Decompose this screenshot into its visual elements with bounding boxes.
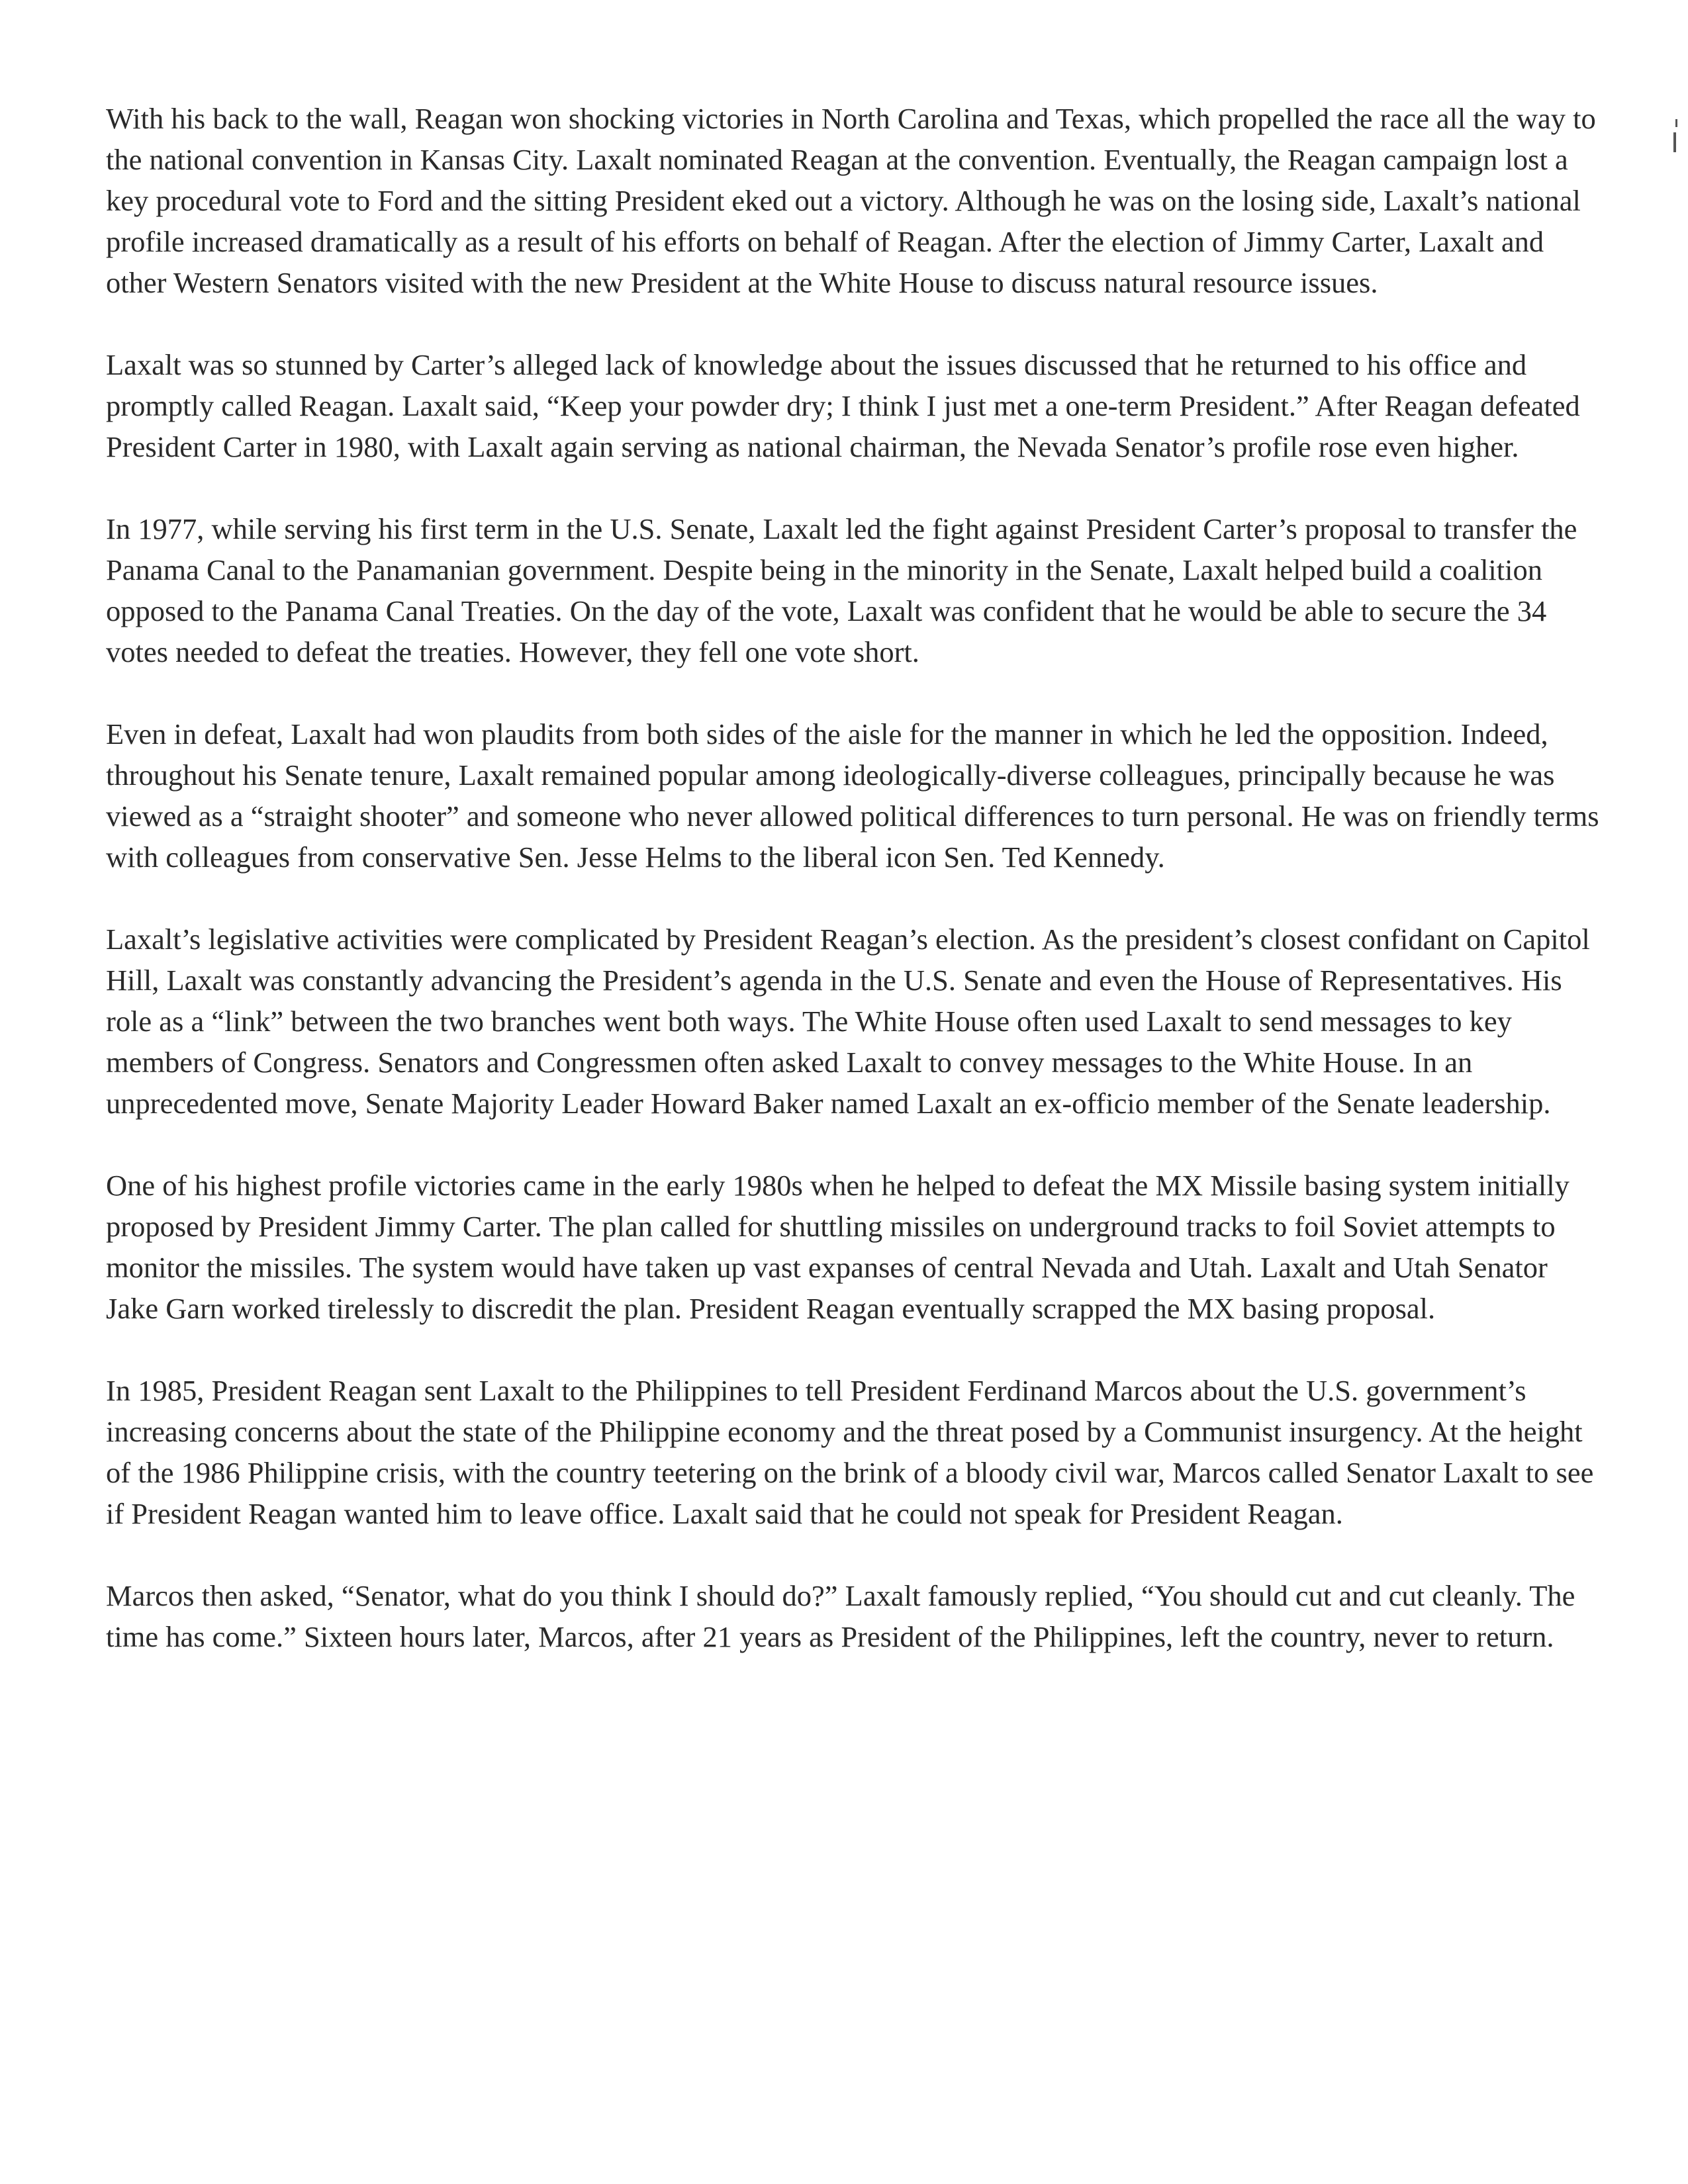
scan-margin-mark: [1673, 132, 1676, 152]
paragraph-4: Even in defeat, Laxalt had won plaudits from both sides of the aisle for the manner in which he led the opposition. Indeed, throughout his Senate tenure, Laxalt remained popular among ideologically-diverse colleagues, principally because he was viewed as a “straight shooter” and someone who never allowed political differences to turn personal. He was on friendly terms with colleagues from conservative Sen. Jesse Helms to the liberal icon Sen. Ted Kennedy.: [106, 717, 1599, 874]
document-body: [106, 98, 1602, 1698]
paragraph-2: Laxalt was so stunned by Carter’s alleged lack of knowledge about the issues discussed that he returned to his office and promptly called Reagan. Laxalt said, “Keep your powder dry; I think I just met a one-term President.” After Reagan defeated President Carter in 1980, with Laxalt again serving as national chairman, the Nevada Senator’s profile rose even higher.: [106, 348, 1580, 463]
paragraph-5: Laxalt’s legislative activities were complicated by President Reagan’s election. As the president’s closest confidant on Capitol Hill, Laxalt was constantly advancing the President’s agenda in the U.S. Senate and even the House of Representatives. His role as a “link” between the two branches went both ways. The White House often used Laxalt to send messages to key members of Congress. Senators and Congressmen often asked Laxalt to convey messages to the White House. In an unprecedented move, Senate Majority Leader Howard Baker named Laxalt an ex-officio member of the Senate leadership.: [106, 923, 1590, 1120]
paragraph-1: With his back to the wall, Reagan won shocking victories in North Carolina and Texas, which propelled the race all the way to the national convention in Kansas City. Laxalt nominated Reagan at the convention. Eventually, the Reagan campaign lost a key procedural vote to Ford and the sitting President eked out a victory. Although he was on the losing side, Laxalt’s national profile increased dramatically as a result of his efforts on behalf of Reagan. After the election of Jimmy Carter, Laxalt and other Western Senators visited with the new President at the White House to discuss natural resource issues.: [106, 102, 1596, 299]
paragraph-3: In 1977, while serving his first term in the U.S. Senate, Laxalt led the fight against President Carter’s proposal to transfer the Panama Canal to the Panamanian government. Despite being in the minority in the Senate, Laxalt helped build a coalition opposed to the Panama Canal Treaties. On the day of the vote, Laxalt was confident that he would be able to secure the 34 votes needed to defeat the treaties. However, they fell one vote short.: [106, 512, 1577, 668]
paragraph-7: In 1985, President Reagan sent Laxalt to the Philippines to tell President Ferdinand Marcos about the U.S. government’s increasing concerns about the state of the Philippine economy and the threat posed by a Communist insurgency. At the height of the 1986 Philippine crisis, with the country teetering on the brink of a bloody civil war, Marcos called Senator Laxalt to see if President Reagan wanted him to leave office. Laxalt said that he could not speak for President Reagan.: [106, 1374, 1594, 1530]
paragraph-6: One of his highest profile victories came in the early 1980s when he helped to defeat the MX Missile basing system initially proposed by President Jimmy Carter. The plan called for shuttling missiles on underground tracks to foil Soviet attempts to monitor the missiles. The system would have taken up vast expanses of central Nevada and Utah. Laxalt and Utah Senator Jake Garn worked tirelessly to discredit the plan. President Reagan eventually scrapped the MX basing proposal.: [106, 1169, 1570, 1325]
paragraph-8: Marcos then asked, “Senator, what do you think I should do?” Laxalt famously replied, “You should cut and cut cleanly. The time has come.” Sixteen hours later, Marcos, after 21 years as President of the Philippines, left the country, never to return.: [106, 1579, 1575, 1653]
